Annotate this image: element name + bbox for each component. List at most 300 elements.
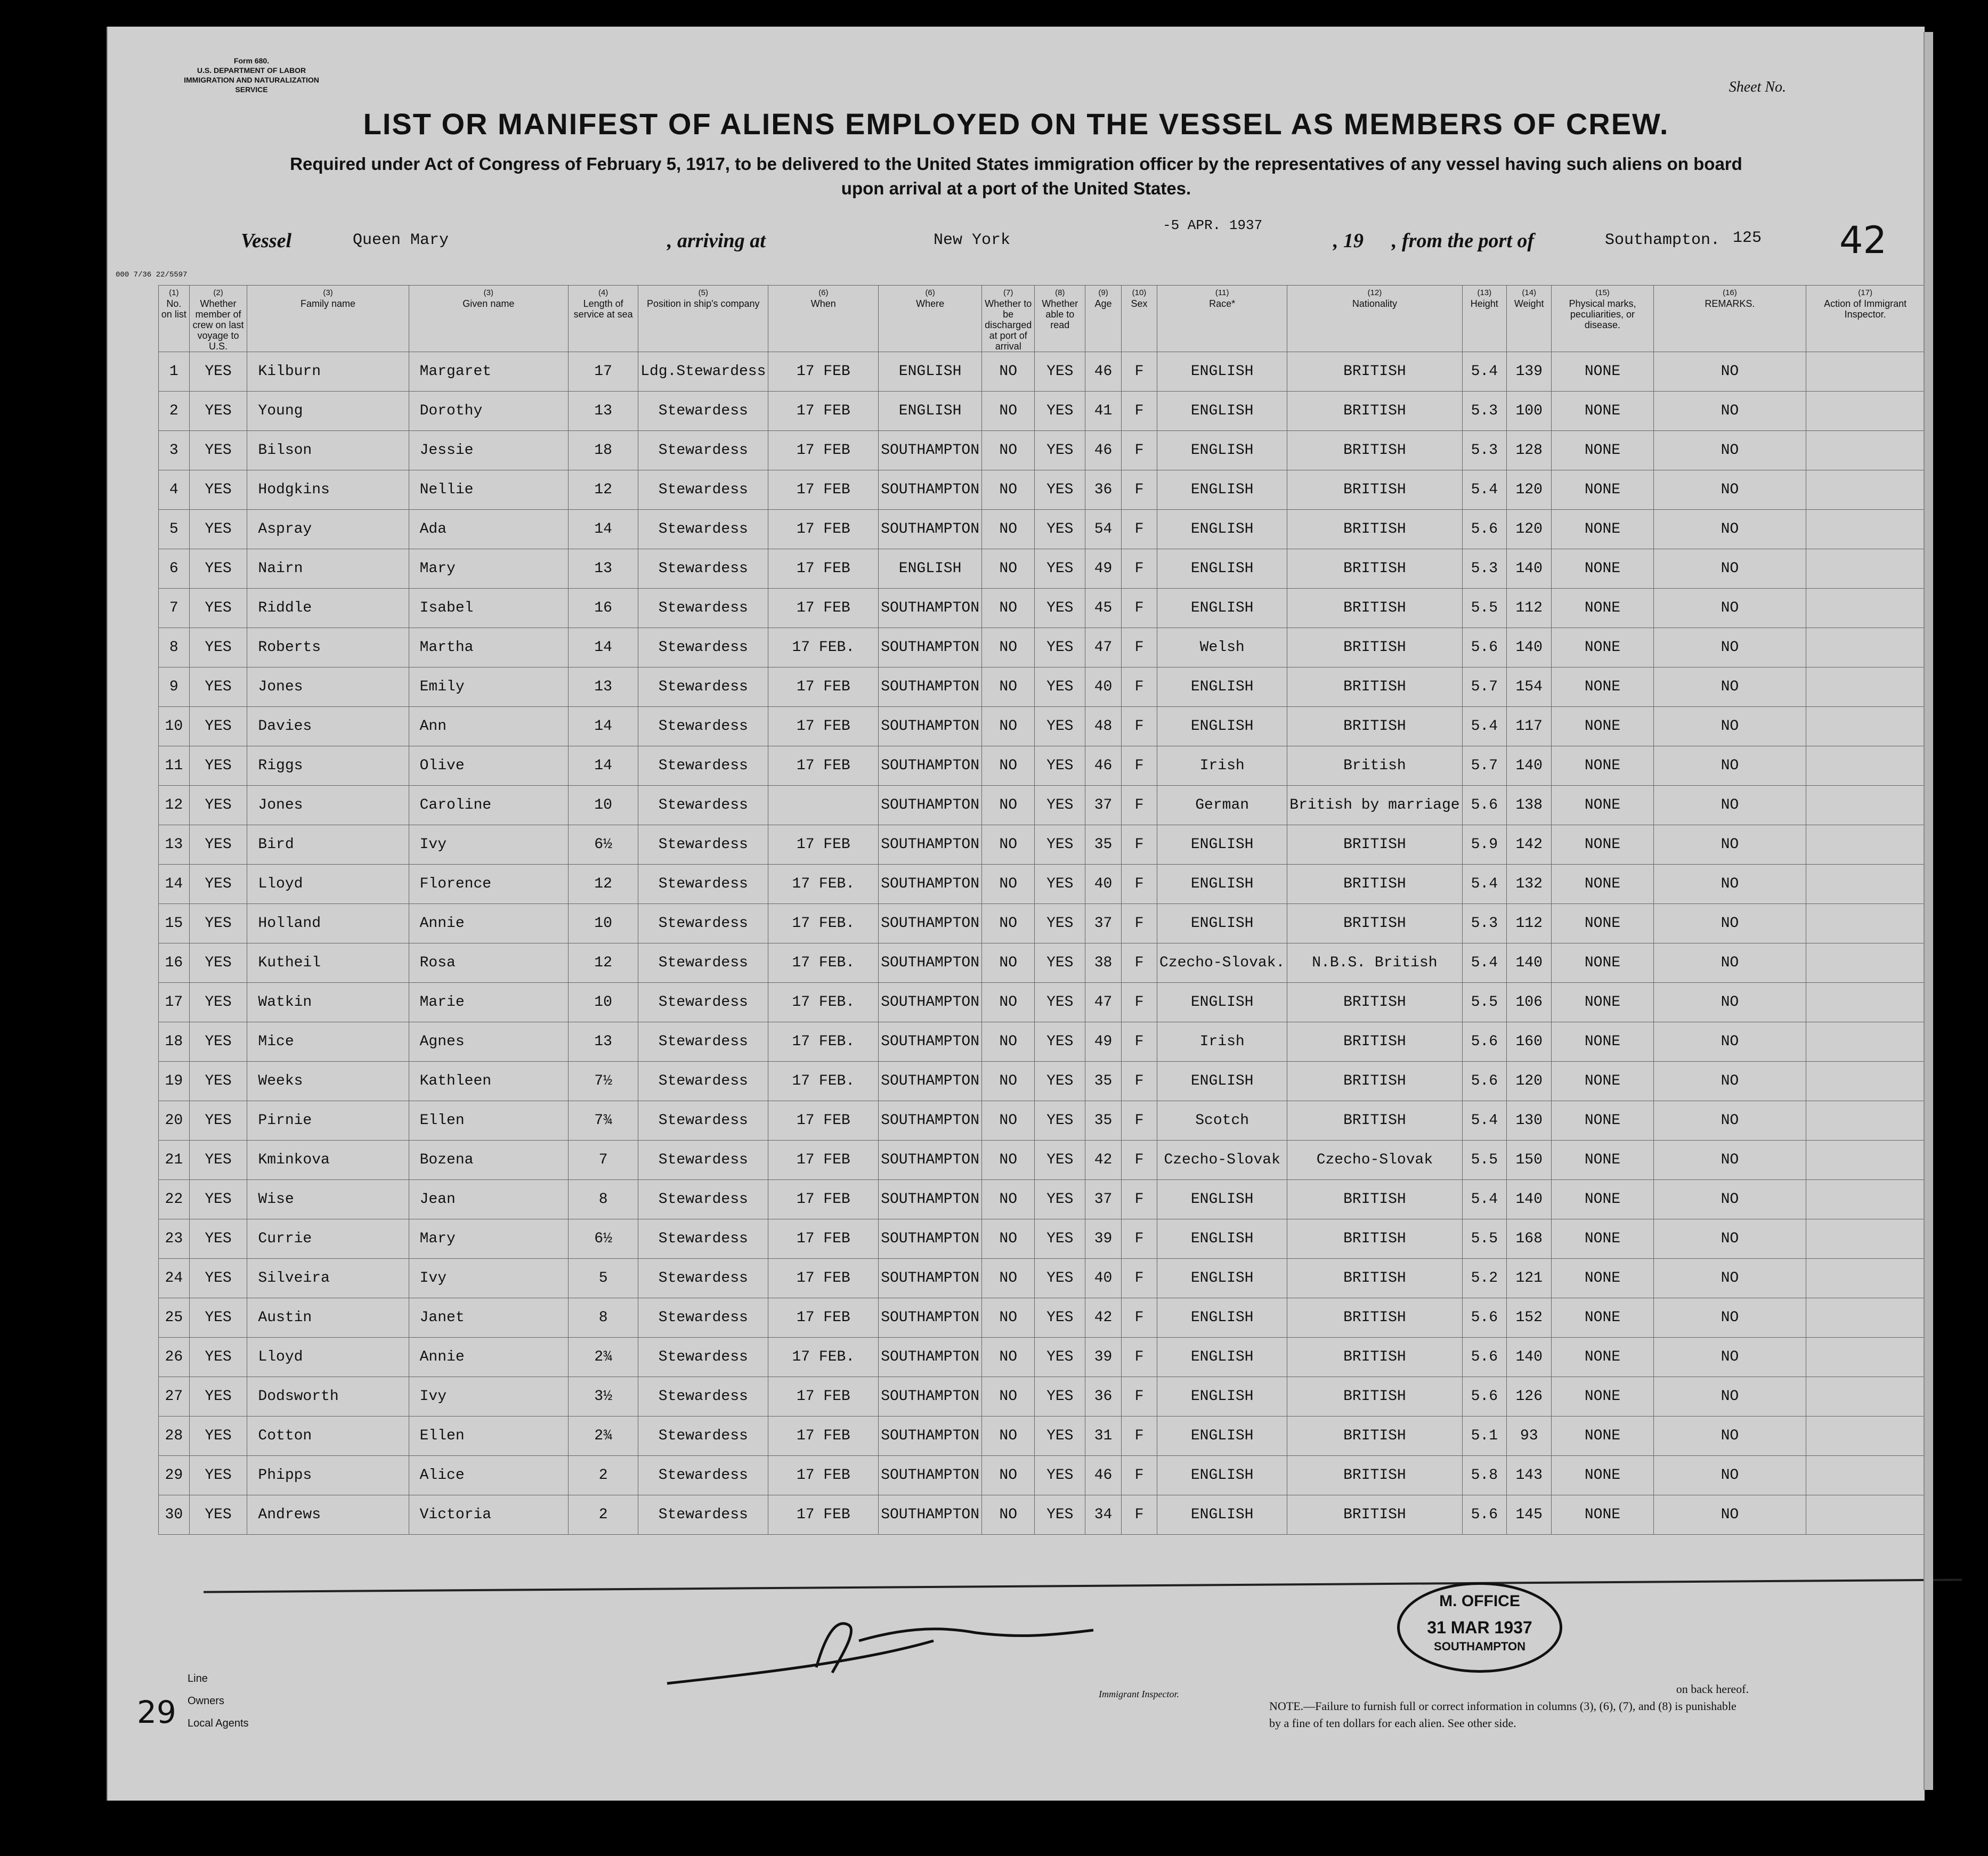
cell-given: Ellen: [409, 1101, 568, 1141]
cell-prev: YES: [189, 1141, 247, 1180]
cell-discharged: NO: [982, 1338, 1035, 1377]
department: U.S. DEPARTMENT OF LABOR: [197, 66, 306, 75]
line-label: Line: [188, 1673, 208, 1684]
table-row: [159, 1417, 1925, 1456]
cell-action: [1806, 352, 1925, 392]
cell-weight: 120: [1507, 1062, 1552, 1101]
cell-remarks: NO: [1653, 746, 1806, 786]
cell-given: Kathleen: [409, 1062, 568, 1101]
cell-height: 5.6: [1462, 1298, 1506, 1338]
cell-prev: YES: [189, 746, 247, 786]
cell-family: Jones: [247, 667, 409, 707]
cell-sex: F: [1121, 1219, 1157, 1259]
cell-sex: F: [1121, 943, 1157, 983]
cell-family: Roberts: [247, 628, 409, 667]
cell-remarks: NO: [1653, 943, 1806, 983]
cell-when: 17 FEB.: [768, 943, 879, 983]
cell-remarks: NO: [1653, 1298, 1806, 1338]
cell-when: 17 FEB: [768, 352, 879, 392]
cell-remarks: NO: [1653, 1022, 1806, 1062]
cell-race: ENGLISH: [1157, 1495, 1287, 1535]
cell-where: ENGLISH: [879, 549, 982, 589]
cell-service: 14: [569, 510, 638, 549]
cell-read: YES: [1035, 431, 1085, 470]
cell-marks: NONE: [1552, 1298, 1653, 1338]
cell-discharged: NO: [982, 1101, 1035, 1141]
table-row: [159, 746, 1925, 786]
cell-height: 5.4: [1462, 1180, 1506, 1219]
column-label: Whether to be discharged at port of arrival: [985, 298, 1032, 352]
cell-prev: YES: [189, 352, 247, 392]
cell-marks: NONE: [1552, 392, 1653, 431]
cell-race: ENGLISH: [1157, 707, 1287, 746]
cell-read: YES: [1035, 1338, 1085, 1377]
cell-family: Cotton: [247, 1417, 409, 1456]
cell-given: Rosa: [409, 943, 568, 983]
cell-family: Hodgkins: [247, 470, 409, 510]
cell-height: 5.5: [1462, 589, 1506, 628]
cell-when: 17 FEB.: [768, 1062, 879, 1101]
cell-service: 10: [569, 983, 638, 1022]
cell-when: 17 FEB.: [768, 628, 879, 667]
column-number: (4): [598, 288, 608, 297]
cell-position: Stewardess: [638, 786, 768, 825]
cell-discharged: NO: [982, 1495, 1035, 1535]
cell-nationality: BRITISH: [1287, 983, 1462, 1022]
page-subtitle: Required under Act of Congress of February 5, 1917, to be delivered to the United States immigration officer by the representatives of any vessel having such aliens on board upon arrival at a port of the United States.: [290, 154, 1742, 198]
cell-position: Stewardess: [638, 1377, 768, 1417]
cell-weight: 130: [1507, 1101, 1552, 1141]
cell-when: 17 FEB.: [768, 865, 879, 904]
cell-marks: NONE: [1552, 352, 1653, 392]
cell-read: YES: [1035, 1259, 1085, 1298]
cell-marks: NONE: [1552, 865, 1653, 904]
cell-position: Stewardess: [638, 667, 768, 707]
cell-no: 28: [159, 1417, 190, 1456]
cell-race: ENGLISH: [1157, 865, 1287, 904]
table-row: [159, 865, 1925, 904]
cell-service: 8: [569, 1298, 638, 1338]
cell-discharged: NO: [982, 352, 1035, 392]
column-header: [1507, 286, 1552, 352]
cell-race: ENGLISH: [1157, 1456, 1287, 1495]
cell-no: 24: [159, 1259, 190, 1298]
cell-height: 5.6: [1462, 510, 1506, 549]
cell-marks: NONE: [1552, 1417, 1653, 1456]
column-header: [1552, 286, 1653, 352]
column-number: (13): [1477, 288, 1492, 297]
cell-prev: YES: [189, 904, 247, 943]
arrival-date-stamp: -5 APR. 1937: [1163, 217, 1263, 233]
cell-discharged: NO: [982, 1062, 1035, 1101]
cell-read: YES: [1035, 943, 1085, 983]
cell-where: SOUTHAMPTON: [879, 1101, 982, 1141]
table-row: [159, 943, 1925, 983]
table-row: [159, 825, 1925, 865]
cell-race: Czecho-Slovak: [1157, 1141, 1287, 1180]
cell-position: Stewardess: [638, 1495, 768, 1535]
cell-age: 31: [1085, 1417, 1122, 1456]
cell-action: [1806, 589, 1925, 628]
cell-weight: 143: [1507, 1456, 1552, 1495]
cell-weight: 121: [1507, 1259, 1552, 1298]
cell-position: Stewardess: [638, 707, 768, 746]
cell-when: 17 FEB: [768, 589, 879, 628]
table-row: [159, 983, 1925, 1022]
cell-nationality: BRITISH: [1287, 1417, 1462, 1456]
cell-height: 5.7: [1462, 667, 1506, 707]
cell-given: Annie: [409, 904, 568, 943]
table-row: [159, 1141, 1925, 1180]
cell-prev: YES: [189, 1101, 247, 1141]
cell-action: [1806, 667, 1925, 707]
cell-sex: F: [1121, 1141, 1157, 1180]
column-number: (15): [1595, 288, 1610, 297]
cell-position: Stewardess: [638, 1141, 768, 1180]
cell-family: Aspray: [247, 510, 409, 549]
cell-family: Kutheil: [247, 943, 409, 983]
cell-prev: YES: [189, 1259, 247, 1298]
column-header: [1085, 286, 1122, 352]
cell-position: Stewardess: [638, 1417, 768, 1456]
cell-when: 17 FEB.: [768, 1022, 879, 1062]
cell-discharged: NO: [982, 510, 1035, 549]
column-header: [1035, 286, 1085, 352]
cell-nationality: BRITISH: [1287, 470, 1462, 510]
cell-age: 38: [1085, 943, 1122, 983]
cell-sex: F: [1121, 1417, 1157, 1456]
inspector-label: Immigrant Inspector.: [1099, 1689, 1179, 1699]
cell-service: 18: [569, 431, 638, 470]
cell-sex: F: [1121, 1062, 1157, 1101]
cell-race: ENGLISH: [1157, 1417, 1287, 1456]
column-label: Whether able to read: [1042, 298, 1078, 330]
cell-position: Stewardess: [638, 746, 768, 786]
cell-action: [1806, 1456, 1925, 1495]
cell-height: 5.2: [1462, 1259, 1506, 1298]
cell-remarks: NO: [1653, 1180, 1806, 1219]
cell-where: ENGLISH: [879, 392, 982, 431]
column-number: (6): [925, 288, 935, 297]
column-number: (10): [1132, 288, 1147, 297]
cell-given: Nellie: [409, 470, 568, 510]
cell-action: [1806, 1219, 1925, 1259]
cell-read: YES: [1035, 746, 1085, 786]
cell-prev: YES: [189, 707, 247, 746]
cell-prev: YES: [189, 825, 247, 865]
column-label: Given name: [462, 298, 515, 309]
cell-remarks: NO: [1653, 786, 1806, 825]
cell-action: [1806, 904, 1925, 943]
cell-prev: YES: [189, 549, 247, 589]
cell-service: 13: [569, 667, 638, 707]
cell-where: SOUTHAMPTON: [879, 983, 982, 1022]
cell-race: ENGLISH: [1157, 470, 1287, 510]
cell-nationality: British by marriage: [1287, 786, 1462, 825]
cell-age: 42: [1085, 1298, 1122, 1338]
cell-marks: NONE: [1552, 1377, 1653, 1417]
cell-race: ENGLISH: [1157, 1180, 1287, 1219]
cell-service: 14: [569, 746, 638, 786]
cell-age: 47: [1085, 983, 1122, 1022]
cell-no: 2: [159, 392, 190, 431]
cell-action: [1806, 549, 1925, 589]
cell-action: [1806, 1259, 1925, 1298]
cell-weight: 100: [1507, 392, 1552, 431]
cell-no: 5: [159, 510, 190, 549]
cell-no: 30: [159, 1495, 190, 1535]
cell-where: SOUTHAMPTON: [879, 1298, 982, 1338]
cell-family: Riggs: [247, 746, 409, 786]
table-row: [159, 628, 1925, 667]
cell-race: Irish: [1157, 746, 1287, 786]
crew-rows: [159, 352, 1925, 1535]
cell-sex: F: [1121, 589, 1157, 628]
cell-discharged: NO: [982, 628, 1035, 667]
cell-race: ENGLISH: [1157, 510, 1287, 549]
year-label: , 19: [1333, 230, 1364, 252]
cell-nationality: BRITISH: [1287, 865, 1462, 904]
cell-read: YES: [1035, 510, 1085, 549]
cell-remarks: NO: [1653, 549, 1806, 589]
cell-weight: 140: [1507, 1180, 1552, 1219]
cell-weight: 126: [1507, 1377, 1552, 1417]
cell-nationality: BRITISH: [1287, 1456, 1462, 1495]
cell-service: 2: [569, 1456, 638, 1495]
column-number: (7): [1003, 288, 1013, 297]
cell-no: 22: [159, 1180, 190, 1219]
cell-action: [1806, 1417, 1925, 1456]
cell-height: 5.3: [1462, 904, 1506, 943]
column-number: (12): [1367, 288, 1382, 297]
cell-no: 12: [159, 786, 190, 825]
cell-when: 17 FEB.: [768, 1338, 879, 1377]
cell-given: Olive: [409, 746, 568, 786]
cell-discharged: NO: [982, 549, 1035, 589]
cell-family: Riddle: [247, 589, 409, 628]
cell-service: 14: [569, 628, 638, 667]
cell-remarks: NO: [1653, 1456, 1806, 1495]
cell-prev: YES: [189, 865, 247, 904]
cell-given: Jean: [409, 1180, 568, 1219]
table-header: [159, 286, 1925, 352]
cell-race: Irish: [1157, 1022, 1287, 1062]
handwritten-sheet-number: 42: [1839, 218, 1887, 262]
cell-prev: YES: [189, 1338, 247, 1377]
cell-sex: F: [1121, 1180, 1157, 1219]
cell-when: 17 FEB.: [768, 904, 879, 943]
cell-age: 36: [1085, 1377, 1122, 1417]
column-label: When: [810, 298, 836, 309]
cell-age: 35: [1085, 1062, 1122, 1101]
cell-sex: F: [1121, 904, 1157, 943]
column-number: (17): [1858, 288, 1872, 297]
table-row: [159, 1456, 1925, 1495]
column-label: Race*: [1209, 298, 1236, 309]
cell-read: YES: [1035, 1456, 1085, 1495]
arrival-port: New York: [934, 231, 1011, 249]
cell-where: SOUTHAMPTON: [879, 1062, 982, 1101]
cell-race: ENGLISH: [1157, 352, 1287, 392]
cell-remarks: NO: [1653, 589, 1806, 628]
cell-no: 8: [159, 628, 190, 667]
cell-no: 25: [159, 1298, 190, 1338]
table-row: [159, 707, 1925, 746]
crew-table: [158, 285, 1925, 1535]
cell-given: Martha: [409, 628, 568, 667]
cell-sex: F: [1121, 707, 1157, 746]
cell-race: ENGLISH: [1157, 392, 1287, 431]
cell-race: ENGLISH: [1157, 983, 1287, 1022]
cell-height: 5.6: [1462, 1495, 1506, 1535]
cell-discharged: NO: [982, 1259, 1035, 1298]
cell-discharged: NO: [982, 589, 1035, 628]
cell-remarks: NO: [1653, 628, 1806, 667]
column-header: [768, 286, 879, 352]
cell-race: ENGLISH: [1157, 589, 1287, 628]
cell-prev: YES: [189, 1495, 247, 1535]
cell-marks: NONE: [1552, 1101, 1653, 1141]
cell-when: 17 FEB: [768, 1417, 879, 1456]
table-row: [159, 1338, 1925, 1377]
cell-given: Mary: [409, 1219, 568, 1259]
cell-position: Stewardess: [638, 549, 768, 589]
cell-discharged: NO: [982, 943, 1035, 983]
cell-age: 40: [1085, 865, 1122, 904]
cell-family: Wise: [247, 1180, 409, 1219]
cell-nationality: BRITISH: [1287, 628, 1462, 667]
cell-age: 36: [1085, 470, 1122, 510]
cell-service: 13: [569, 1022, 638, 1062]
cell-age: 39: [1085, 1219, 1122, 1259]
column-number: (1): [169, 288, 179, 297]
cell-when: 17 FEB.: [768, 983, 879, 1022]
cell-age: 46: [1085, 746, 1122, 786]
cell-sex: F: [1121, 1298, 1157, 1338]
cell-marks: NONE: [1552, 1456, 1653, 1495]
cell-position: Stewardess: [638, 1180, 768, 1219]
cell-weight: 138: [1507, 786, 1552, 825]
cell-where: SOUTHAMPTON: [879, 1338, 982, 1377]
cell-when: 17 FEB: [768, 825, 879, 865]
cell-when: 17 FEB: [768, 431, 879, 470]
cell-read: YES: [1035, 1495, 1085, 1535]
cell-height: 5.3: [1462, 431, 1506, 470]
cell-when: [768, 786, 879, 825]
cell-where: SOUTHAMPTON: [879, 1495, 982, 1535]
cell-sex: F: [1121, 983, 1157, 1022]
cell-family: Phipps: [247, 1456, 409, 1495]
cell-remarks: NO: [1653, 1417, 1806, 1456]
column-header: [409, 286, 568, 352]
cell-given: Ada: [409, 510, 568, 549]
cell-nationality: BRITISH: [1287, 1259, 1462, 1298]
cell-race: Scotch: [1157, 1101, 1287, 1141]
cell-weight: 142: [1507, 825, 1552, 865]
cell-age: 46: [1085, 431, 1122, 470]
stamp-bottom: SOUTHAMPTON: [1434, 1640, 1526, 1653]
cell-remarks: NO: [1653, 667, 1806, 707]
cell-remarks: NO: [1653, 470, 1806, 510]
column-number: (8): [1055, 288, 1065, 297]
cell-sex: F: [1121, 667, 1157, 707]
cell-read: YES: [1035, 1377, 1085, 1417]
cell-given: Caroline: [409, 786, 568, 825]
column-header: [159, 286, 190, 352]
cell-family: Bilson: [247, 431, 409, 470]
cell-action: [1806, 1022, 1925, 1062]
cell-action: [1806, 1141, 1925, 1180]
cell-discharged: NO: [982, 392, 1035, 431]
cell-marks: NONE: [1552, 1022, 1653, 1062]
cell-when: 17 FEB: [768, 746, 879, 786]
cell-position: Stewardess: [638, 1298, 768, 1338]
cell-marks: NONE: [1552, 470, 1653, 510]
cell-height: 5.7: [1462, 746, 1506, 786]
cell-sex: F: [1121, 470, 1157, 510]
cell-action: [1806, 431, 1925, 470]
cell-marks: NONE: [1552, 904, 1653, 943]
cell-position: Stewardess: [638, 470, 768, 510]
cell-action: [1806, 1495, 1925, 1535]
cell-nationality: British: [1287, 746, 1462, 786]
cell-weight: 140: [1507, 1338, 1552, 1377]
cell-prev: YES: [189, 510, 247, 549]
column-header: [1653, 286, 1806, 352]
cell-where: SOUTHAMPTON: [879, 1180, 982, 1219]
cell-sex: F: [1121, 1101, 1157, 1141]
cell-family: Dodsworth: [247, 1377, 409, 1417]
cell-nationality: BRITISH: [1287, 667, 1462, 707]
cell-marks: NONE: [1552, 825, 1653, 865]
cell-read: YES: [1035, 825, 1085, 865]
vessel-name: Queen Mary: [353, 231, 449, 249]
cell-sex: F: [1121, 352, 1157, 392]
cell-action: [1806, 1338, 1925, 1377]
cell-marks: NONE: [1552, 431, 1653, 470]
cell-action: [1806, 392, 1925, 431]
column-number: (3): [483, 288, 493, 297]
cell-remarks: NO: [1653, 431, 1806, 470]
cell-age: 41: [1085, 392, 1122, 431]
cell-when: 17 FEB: [768, 1298, 879, 1338]
cell-read: YES: [1035, 983, 1085, 1022]
cell-nationality: BRITISH: [1287, 1101, 1462, 1141]
cell-discharged: NO: [982, 431, 1035, 470]
cell-remarks: NO: [1653, 983, 1806, 1022]
cell-height: 5.5: [1462, 1141, 1506, 1180]
cell-prev: YES: [189, 943, 247, 983]
table-row: [159, 1298, 1925, 1338]
cell-service: 10: [569, 786, 638, 825]
cell-weight: 140: [1507, 943, 1552, 983]
cell-service: 5: [569, 1259, 638, 1298]
cell-action: [1806, 1101, 1925, 1141]
column-header: [1121, 286, 1157, 352]
column-label: Height: [1470, 298, 1498, 309]
cell-nationality: N.B.S. British: [1287, 943, 1462, 983]
official-stamp: [1397, 1582, 1562, 1673]
cell-family: Lloyd: [247, 1338, 409, 1377]
cell-when: 17 FEB: [768, 392, 879, 431]
cell-no: 10: [159, 707, 190, 746]
cell-position: Stewardess: [638, 1101, 768, 1141]
cell-where: SOUTHAMPTON: [879, 1219, 982, 1259]
cell-service: 13: [569, 392, 638, 431]
cell-service: 3½: [569, 1377, 638, 1417]
cell-remarks: NO: [1653, 1101, 1806, 1141]
sheet-number-label: Sheet No.: [1729, 79, 1786, 95]
